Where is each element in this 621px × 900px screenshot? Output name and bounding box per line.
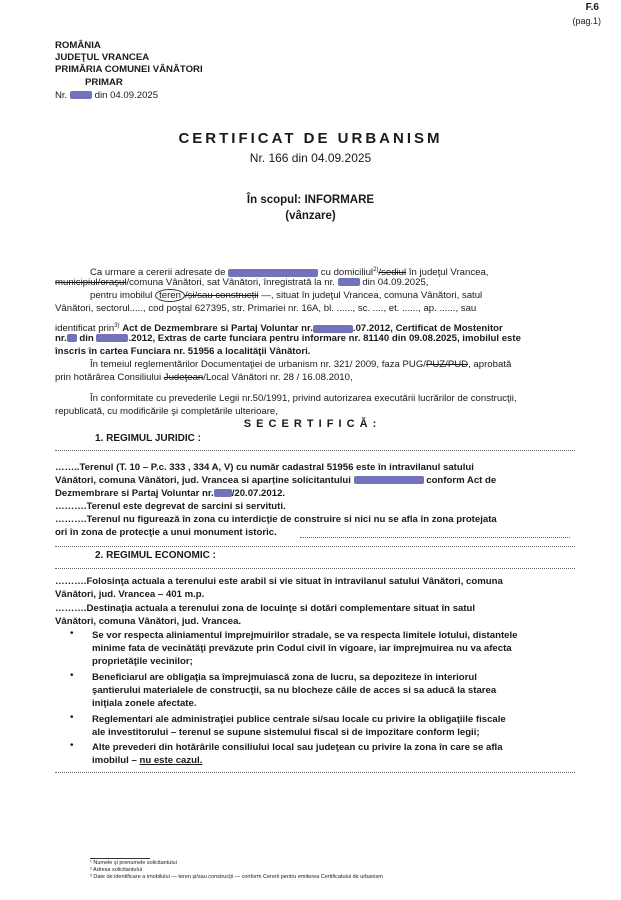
legal-regime-heading: 1. REGIMUL JURIDIC : <box>95 433 201 444</box>
intro-text: , aprobată <box>468 359 512 370</box>
intro-text: /și/sau construcții <box>184 290 259 301</box>
legal-regime-line-1: ……..Terenul (T. 10 – P.c. 333 , 334 A, V) cu număr cadastral 51956 este în intravilanul satului <box>55 462 474 473</box>
scope-value: INFORMARE <box>304 194 375 206</box>
bullet-mark: • <box>70 740 74 751</box>
bullet-1-line-1: Se vor respecta aliniamentul împrejmuirilor stradale, se va respecta limitele lotului, distantele <box>92 630 518 641</box>
redaction-mark <box>313 325 353 333</box>
economic-regime-heading: 2. REGIMUL ECONOMIC : <box>95 550 216 561</box>
footnote-ref: 2) <box>373 267 379 273</box>
intro-text: —, situat în judeţul Vrancea, comuna Vânători, satul <box>261 290 483 301</box>
scope-label: În scopul: <box>246 194 302 206</box>
bullet-3-line-2: ale investitorului – terenul se supune sistemului fiscal si de impozitare conform legii; <box>92 727 480 738</box>
intro-text: Ca urmare a cererii adresate de <box>90 267 226 279</box>
form-code: F.6 <box>585 2 599 13</box>
economic-line-4: Vânători, comuna Vânători, jud. Vrancea. <box>55 616 242 627</box>
legal-regime-line-4: ……….Terenul este degrevat de sarcini si servituti. <box>55 501 286 512</box>
document-title: CERTIFICAT DE URBANISM <box>178 130 443 147</box>
intro-text: din 04.09.2025, <box>362 277 429 288</box>
redaction-mark <box>96 334 128 342</box>
bullet-2-line-3: iniţiala zonele afectate. <box>92 698 197 709</box>
intro-line-7: înscris în cartea Funciara nr. 51956 a localităţii Vânători. <box>55 346 311 357</box>
bullet-2-line-1: Beneficiarul are obligaţia sa împrejmuiască zona de lucru, sa depoziteze în interiorul <box>92 672 477 683</box>
nr-date: din 04.09.2025 <box>94 90 159 101</box>
header-county: JUDEŢUL VRANCEA <box>55 52 150 63</box>
intro-text: pentru imobilul <box>90 290 153 301</box>
redaction-mark <box>214 489 232 497</box>
legal-regime-line-6: ori în zona de protecţie a unui monument istoric. <box>55 527 277 538</box>
redaction-mark <box>228 269 318 277</box>
legal-text: /20.07.2012. <box>231 488 286 499</box>
page-indicator: (pag.1) <box>572 16 601 26</box>
intro-text: /Local Vânători nr. 28 / 16.08.2010, <box>203 372 353 383</box>
redaction-mark <box>338 278 360 286</box>
economic-line-3: ……….Destinaţia actuala a terenului zona de locuinţe si dotări complementare situat în satul <box>55 603 476 614</box>
redaction-mark <box>70 91 92 99</box>
bullet-text: nu este cazul. <box>139 755 203 766</box>
intro-line-11: republicată, cu modificările şi completările ulterioare, <box>55 406 278 417</box>
intro-line-6 <box>55 333 521 345</box>
nr-prefix: Nr. <box>55 90 68 101</box>
intro-line-4: Vânători, sectorul....., cod poştal 627395, str. Primariei nr. 16A, bl. ......, sc. ...., et. ......, ap. ......, sau <box>55 303 477 314</box>
header-role: PRIMAR <box>85 77 123 88</box>
bullet-mark: • <box>70 712 74 723</box>
bullet-3-line-1: Reglementari ale administraţiei publice centrale si/sau locale cu privire la obligaţiile fiscale <box>92 714 506 725</box>
intro-line-9 <box>55 372 353 384</box>
intro-text: .2012, Extras de carte funciara pentru informare nr. 81140 din 09.08.2025, imobilul este <box>128 333 521 344</box>
intro-line-2 <box>55 277 428 289</box>
footnote-3: ³ Date de identificare a imobilului — teren şi/sau construcţii — conform Cererii pentru emiterea Certificatului de urbanism <box>90 874 383 880</box>
certifies-heading: S E C E R T I F I C Ă : <box>243 418 378 430</box>
legal-regime-line-3 <box>55 488 285 500</box>
bullet-4-line-2 <box>92 755 202 767</box>
certificate-number: Nr. 166 din 04.09.2025 <box>249 151 372 165</box>
header-country: ROMÂNIA <box>55 40 101 51</box>
footnote-2: ² Adresa solicitantului <box>90 867 142 873</box>
divider <box>55 546 575 547</box>
intro-text: nr. <box>55 333 67 344</box>
redaction-mark <box>354 476 424 484</box>
legal-text: conform Act de <box>426 475 497 486</box>
intro-text: În temeiul reglementărilor Documentaţiei de urbanism nr. 321/ 2009, faza PUG/ <box>90 359 426 370</box>
header-institution: PRIMĂRIA COMUNEI VÂNĂTORI <box>55 64 203 75</box>
intro-line-8 <box>90 359 511 371</box>
redaction-mark <box>67 334 77 342</box>
header-registration <box>55 90 158 102</box>
legal-regime-line-5: ……….Terenul nu figurează în zona cu interdicţie de construire si nici nu se afla în zona protejata <box>55 514 497 525</box>
intro-text: /comuna Vânători, sat Vânători, înregistrată la nr. <box>126 277 335 288</box>
bullet-text: imobilul – <box>92 755 140 766</box>
legal-text: Vânători, comuna Vânători, jud. Vrancea si aparține solicitantului <box>55 475 351 486</box>
scope-detail: (vânzare) <box>285 210 336 222</box>
circled-option: teren <box>155 289 185 302</box>
intro-text: /sediul <box>378 267 407 279</box>
bullet-mark: • <box>70 628 74 639</box>
footnote-ref: 3) <box>114 323 120 329</box>
intro-text: PUZ/PUD <box>425 359 469 370</box>
divider <box>300 537 570 538</box>
intro-text: din <box>79 333 94 344</box>
footnote-separator <box>90 858 150 859</box>
intro-text: .07.2012, Certificat de Mostenitor <box>352 323 503 335</box>
economic-line-1: ……….Folosinţa actuala a terenului este arabil si vie situat în intravilanul satului Vânători, comuna <box>55 576 503 587</box>
legal-text: Dezmembrare si Partaj Voluntar nr. <box>55 488 214 499</box>
intro-text: prin hotărârea Consiliului <box>55 372 162 383</box>
footnote-1: ¹ Numele şi prenumele solicitantului <box>90 860 177 866</box>
intro-text: identificat prin <box>55 323 115 335</box>
intro-text: Judeţean <box>163 372 204 383</box>
intro-line-3 <box>90 290 482 302</box>
intro-text: cu domiciliul <box>320 267 374 279</box>
bullet-mark: • <box>70 670 74 681</box>
bullet-2-line-2: şantierului materialele de construcţii, sa nu blocheze căile de acces si sa aducă la starea <box>92 685 497 696</box>
bullet-4-line-1: Alte prevederi din hotărârile consiliului local sau judeţean cu privire la zona în care se afla <box>92 742 503 753</box>
divider <box>55 772 575 773</box>
bullet-1-line-3: proprietăţile vecinilor; <box>92 656 193 667</box>
bullet-1-line-2: minime fata de vecinătăţi prevăzute prin Codul civil în vigoare, iar împrejmuirea nu va afecta <box>92 643 512 654</box>
legal-regime-line-2 <box>55 475 496 487</box>
divider <box>55 568 575 569</box>
intro-line-10: În conformitate cu prevederile Legii nr.50/1991, privind autorizarea executării lucrărilor de construcţii, <box>90 393 517 404</box>
intro-text: municipiul/oraşul <box>55 277 127 288</box>
divider <box>55 450 575 451</box>
economic-line-2: Vânători, jud. Vrancea – 401 m.p. <box>55 589 205 600</box>
intro-text: în judeţul Vrancea, <box>408 267 489 279</box>
intro-text: Act de Dezmembrare si Partaj Voluntar nr. <box>122 323 313 335</box>
scope-line <box>0 194 621 206</box>
